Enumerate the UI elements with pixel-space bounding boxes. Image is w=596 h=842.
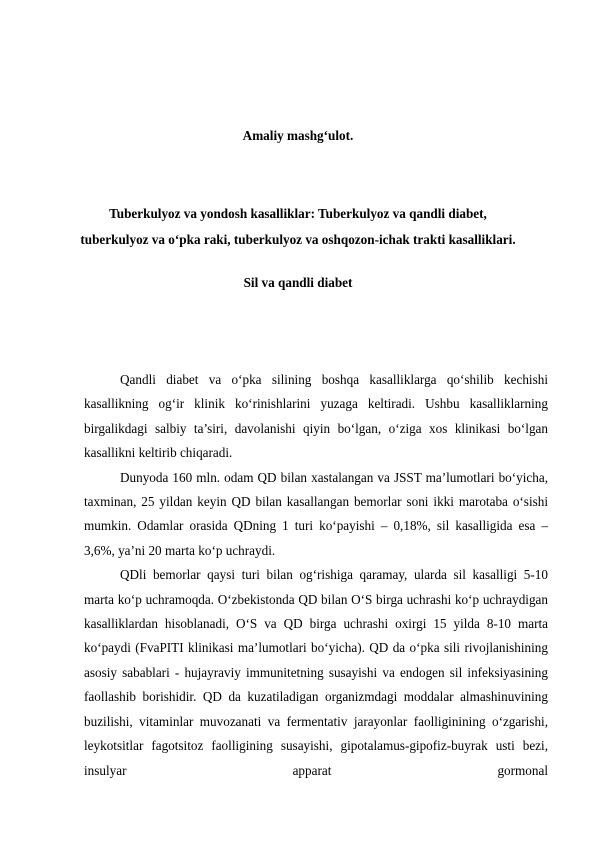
topic-heading-line-2: tuberkulyoz va o‘pka raki, tuberkulyoz va oshqozon-ichak trakti kasalliklari. (80, 232, 516, 247)
paragraph: Dunyoda 160 mln. odam QD bilan xastalangan va JSST ma’lumotlari bo‘yicha, taxminan, 25 yildan keyin QD bilan kasallangan bemorlar soni ikki marotaba o‘sishi mumkin. Odamlar orasida QDning 1 turi ko‘payishi – 0,18%, sil kasalligida esa – 3,6%, ya’ni 20 marta ko‘p uchraydi. (84, 469, 548, 558)
paragraph: QDli bemorlar qaysi turi bilan og‘rishiga qaramay, ularda sil kasalligi 5-10 marta ko‘p uchramoqda. O‘zbekistonda QD bilan O‘S birga uchrashi ko‘p uchraydigan kasalliklardan hisoblanadi, O‘S va QD birga uchrashi oxirgi 15 yilda 8-10 marta ko‘paydi (FvaPITI klinikasi ma’lumotlari bo‘yicha). QD da o‘pka sili rivojlanishining asosiy sabablari - hujayraviy immunitetning susayishi va endogen sil infeksiyasining faollashib borishidir. QD da kuzatiladigan organizmdagi moddalar almashinuvining buzilishi, vitaminlar muvozanati va fermentativ jarayonlar faolliginining o‘zgarishi, leykotsitlar fagotsitoz faolligining susayishi, gipotalamus-gipofiz-buyrak usti bezi, insulyar apparat gormonal (84, 567, 548, 778)
paragraph: Qandli diabet va o‘pka silining boshqa kasalliklarga qo‘shilib kechishi kasallikning og‘ir klinik ko‘rinishlarini yuzaga keltiradi. Ushbu kasalliklarning birgalikdagi salbiy ta’siri, davolanishi qiyin bo‘lgan, o‘ziga xos klinikasi bo‘lgan kasallikni keltirib chiqaradi. (84, 372, 548, 461)
section-subtitle: Sil va qandli diabet (243, 275, 353, 290)
body-text (84, 368, 548, 783)
page-title: Amaliy mashg‘ulot. (242, 128, 354, 143)
topic-heading-line-1: Tuberkulyoz va yondosh kasalliklar: Tuberkulyoz va qandli diabet, (109, 206, 487, 221)
